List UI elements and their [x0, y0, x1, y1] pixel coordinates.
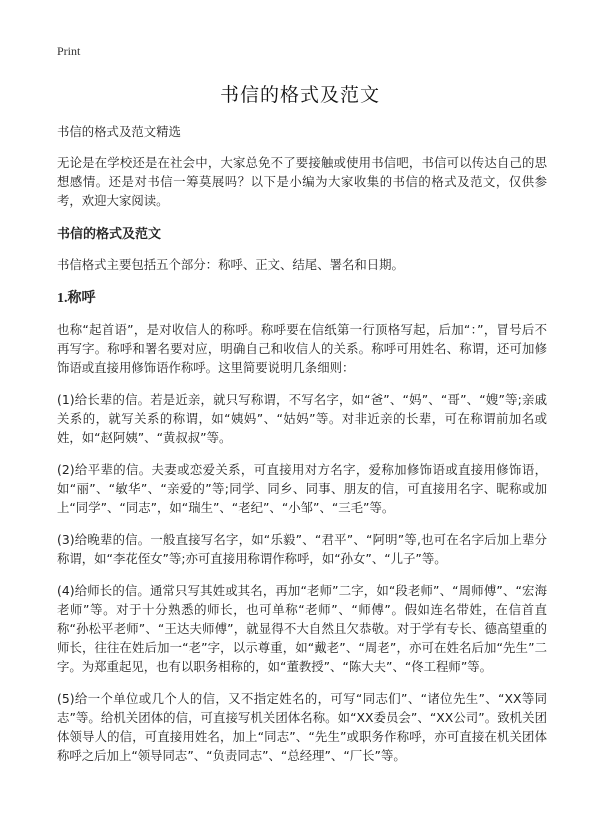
body-paragraph: (2)给平辈的信。夫妻或恋爱关系，可直接用对方名字，爱称加修饰语或直接用修饰语，如“丽”、“敏华”、“亲爱的”等;同学、同乡、同事、朋友的信，可直接用名字、昵称或加上“同学”、“同志”，如“瑞生”、“老纪”、“小邹”、“三毛”等。: [57, 462, 547, 515]
body-paragraph: (3)给晚辈的信。一般直接写名字，如“乐毅”、“君平”、“阿明”等,也可在名字后加上辈分称谓，如“李花侄女”等;亦可直接用称谓作称呼，如“孙女”、“儿子”等。: [57, 532, 547, 566]
document-body: [57, 122, 547, 778]
sub-heading: 1.称呼: [57, 291, 96, 306]
section-intro: 书信格式主要包括五个部分：称呼、正文、结尾、署名和日期。: [57, 257, 404, 272]
body-paragraph: (1)给长辈的信。若是近亲，就只写称谓，不写名字，如“爸”、“妈”、“哥”、“嫂”等;亲戚关系的，就写关系的称谓，如“姨妈”、“姑妈”等。对非近亲的长辈，可在称谓前加名或姓，如“赵阿姨”、“黄叔叔”等。: [57, 392, 547, 445]
page-title: 书信的格式及范文: [219, 84, 380, 106]
section-heading: 书信的格式及范文: [57, 227, 162, 242]
body-paragraph: 也称“起首语”，是对收信人的称呼。称呼要在信纸第一行顶格写起，后加“：”，冒号后不再写字。称呼和署名要对应，明确自己和收信人的关系。称呼可用姓名、称谓，还可加修饰语或直接用修饰语作称呼。这里简要说明几条细则：: [57, 322, 547, 375]
document-subtitle: 书信的格式及范文精选: [57, 124, 181, 139]
body-paragraph: (4)给师长的信。通常只写其姓或其名，再加“老师”二字，如“段老师”、“周师傅”、“宏海老师”等。对于十分熟悉的师长，也可单称“老师”、“师傅”。假如连名带姓，在信首直称“孙松平老师”、“王达夫师傅”，就显得不大自然且欠恭敬。对于学有专长、德高望重的师长，往往在姓后加一“老”字，以示尊重，如“戴老”、“周老”，亦可在姓名后加“先生”二字。为郑重起见，也有以职务相称的，如“董教授”、“陈大夫”、“佟工程师”等。: [57, 583, 547, 674]
body-paragraph: (5)给一个单位或几个人的信，又不指定姓名的，可写“同志们”、“诸位先生”、“XX等同志”等。给机关团体的信，可直接写机关团体名称。如“XX委员会”、“XX公司”。致机关团体领导人的信，可直接用姓名，加上“同志”、“先生”或职务作称呼，亦可直接在机关团体称呼之后加上“领导同志”、“负责同志”、“总经理”、“厂长”等。: [57, 691, 547, 763]
intro-paragraph: 无论是在学校还是在社会中，大家总免不了要接触或使用书信吧，书信可以传达自己的思想感情。还是对书信一筹莫展吗？以下是小编为大家收集的书信的格式及范文，仅供参考，欢迎大家阅读。: [57, 155, 547, 208]
print-label[interactable]: Print: [57, 44, 81, 58]
